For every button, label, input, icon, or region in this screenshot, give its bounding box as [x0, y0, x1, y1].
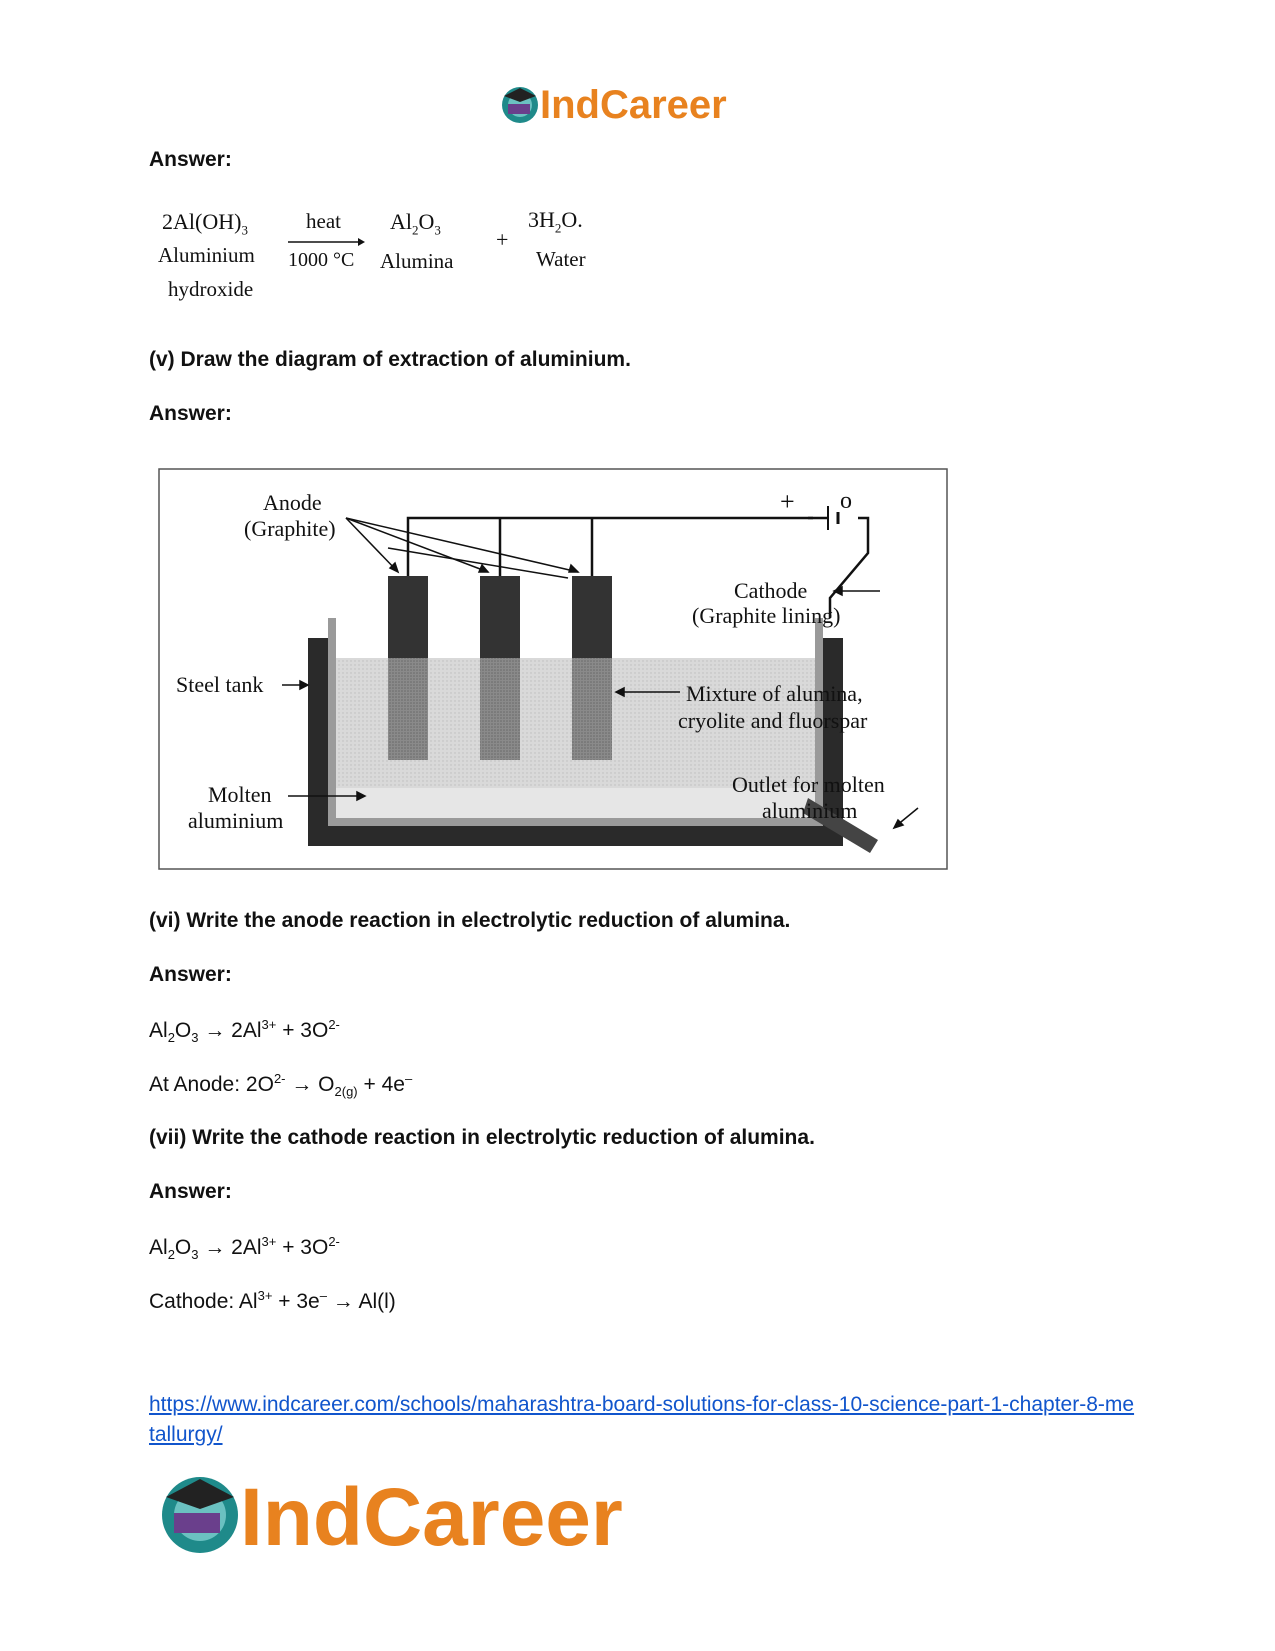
- answer-label-3: Answer:: [149, 963, 232, 986]
- eq-product1: $Al_2O_3$: [390, 209, 441, 238]
- anode-rods: [388, 576, 612, 760]
- reaction-alumina-dissociation-1: $Al_2O_3 \to 2Al^{3+} + 3O^{2-}$: [149, 1017, 340, 1046]
- graduation-cap-globe-icon: [502, 87, 538, 123]
- eq-arrow: [286, 235, 366, 249]
- answer-label-4: Answer:: [149, 1180, 232, 1203]
- eq-product2: $3H_2O$.: [528, 207, 583, 236]
- eq-reactant: $2Al(OH)_3$: [162, 209, 248, 238]
- label-molten-aluminium: aluminium: [188, 808, 284, 833]
- question-v: (v) Draw the diagram of extraction of aluminium.: [149, 348, 631, 371]
- graduation-cap-globe-icon: [162, 1477, 238, 1553]
- eq-reactant-name-2: hydroxide: [168, 277, 254, 301]
- eq-product2-name: Water: [536, 247, 586, 271]
- label-anode: Anode: [263, 490, 322, 515]
- label-outlet-2: aluminium: [762, 798, 858, 823]
- cathode-reaction: Cathode: $Al^{3+} + 3e^- \to Al(l)$: [149, 1288, 396, 1313]
- reaction-alumina-dissociation-2: $Al_2O_3 \to 2Al^{3+} + 3O^{2-}$: [149, 1234, 340, 1263]
- label-molten: Molten: [208, 782, 272, 807]
- battery-plus-sign: +: [780, 487, 795, 516]
- label-mixture-2: cryolite and fluorspar: [678, 708, 868, 733]
- logo-wordmark: IndCareer: [240, 1472, 623, 1563]
- battery-zero-sign: o: [840, 488, 852, 514]
- answer-label-2: Answer:: [149, 402, 232, 425]
- anode-reaction: At Anode: $2O^{2-} \to O_{2(g)} + 4e^-$: [149, 1071, 413, 1100]
- indcareer-logo-top: [500, 80, 770, 130]
- aluminium-extraction-diagram: [158, 468, 948, 878]
- label-anode-graphite: (Graphite): [244, 516, 336, 541]
- eq-condition-top: heat: [306, 209, 341, 233]
- label-steel-tank: Steel tank: [176, 672, 264, 697]
- label-cathode: Cathode: [734, 578, 808, 603]
- indcareer-logo-bottom: [160, 1465, 700, 1565]
- eq-plus: +: [496, 227, 509, 252]
- logo-wordmark: IndCareer: [540, 83, 727, 127]
- eq-reactant-name-1: Aluminium: [158, 243, 255, 267]
- source-link[interactable]: https://www.indcareer.com/schools/maharashtra-board-solutions-for-class-10-science-part-1-chapter-8-metallurgy/: [149, 1393, 1135, 1446]
- equation-image: [158, 205, 638, 317]
- label-cathode-lining: (Graphite lining): [692, 603, 841, 628]
- eq-product1-name: Alumina: [380, 249, 454, 273]
- label-mixture-1: Mixture of alumina,: [686, 681, 863, 706]
- eq-condition-bottom: 1000 °C: [288, 249, 355, 271]
- question-vi: (vi) Write the anode reaction in electrolytic reduction of alumina.: [149, 909, 791, 932]
- answer-label-1: Answer:: [149, 148, 232, 171]
- question-vii: (vii) Write the cathode reaction in electrolytic reduction of alumina.: [149, 1126, 815, 1149]
- label-outlet-1: Outlet for molten: [732, 772, 885, 797]
